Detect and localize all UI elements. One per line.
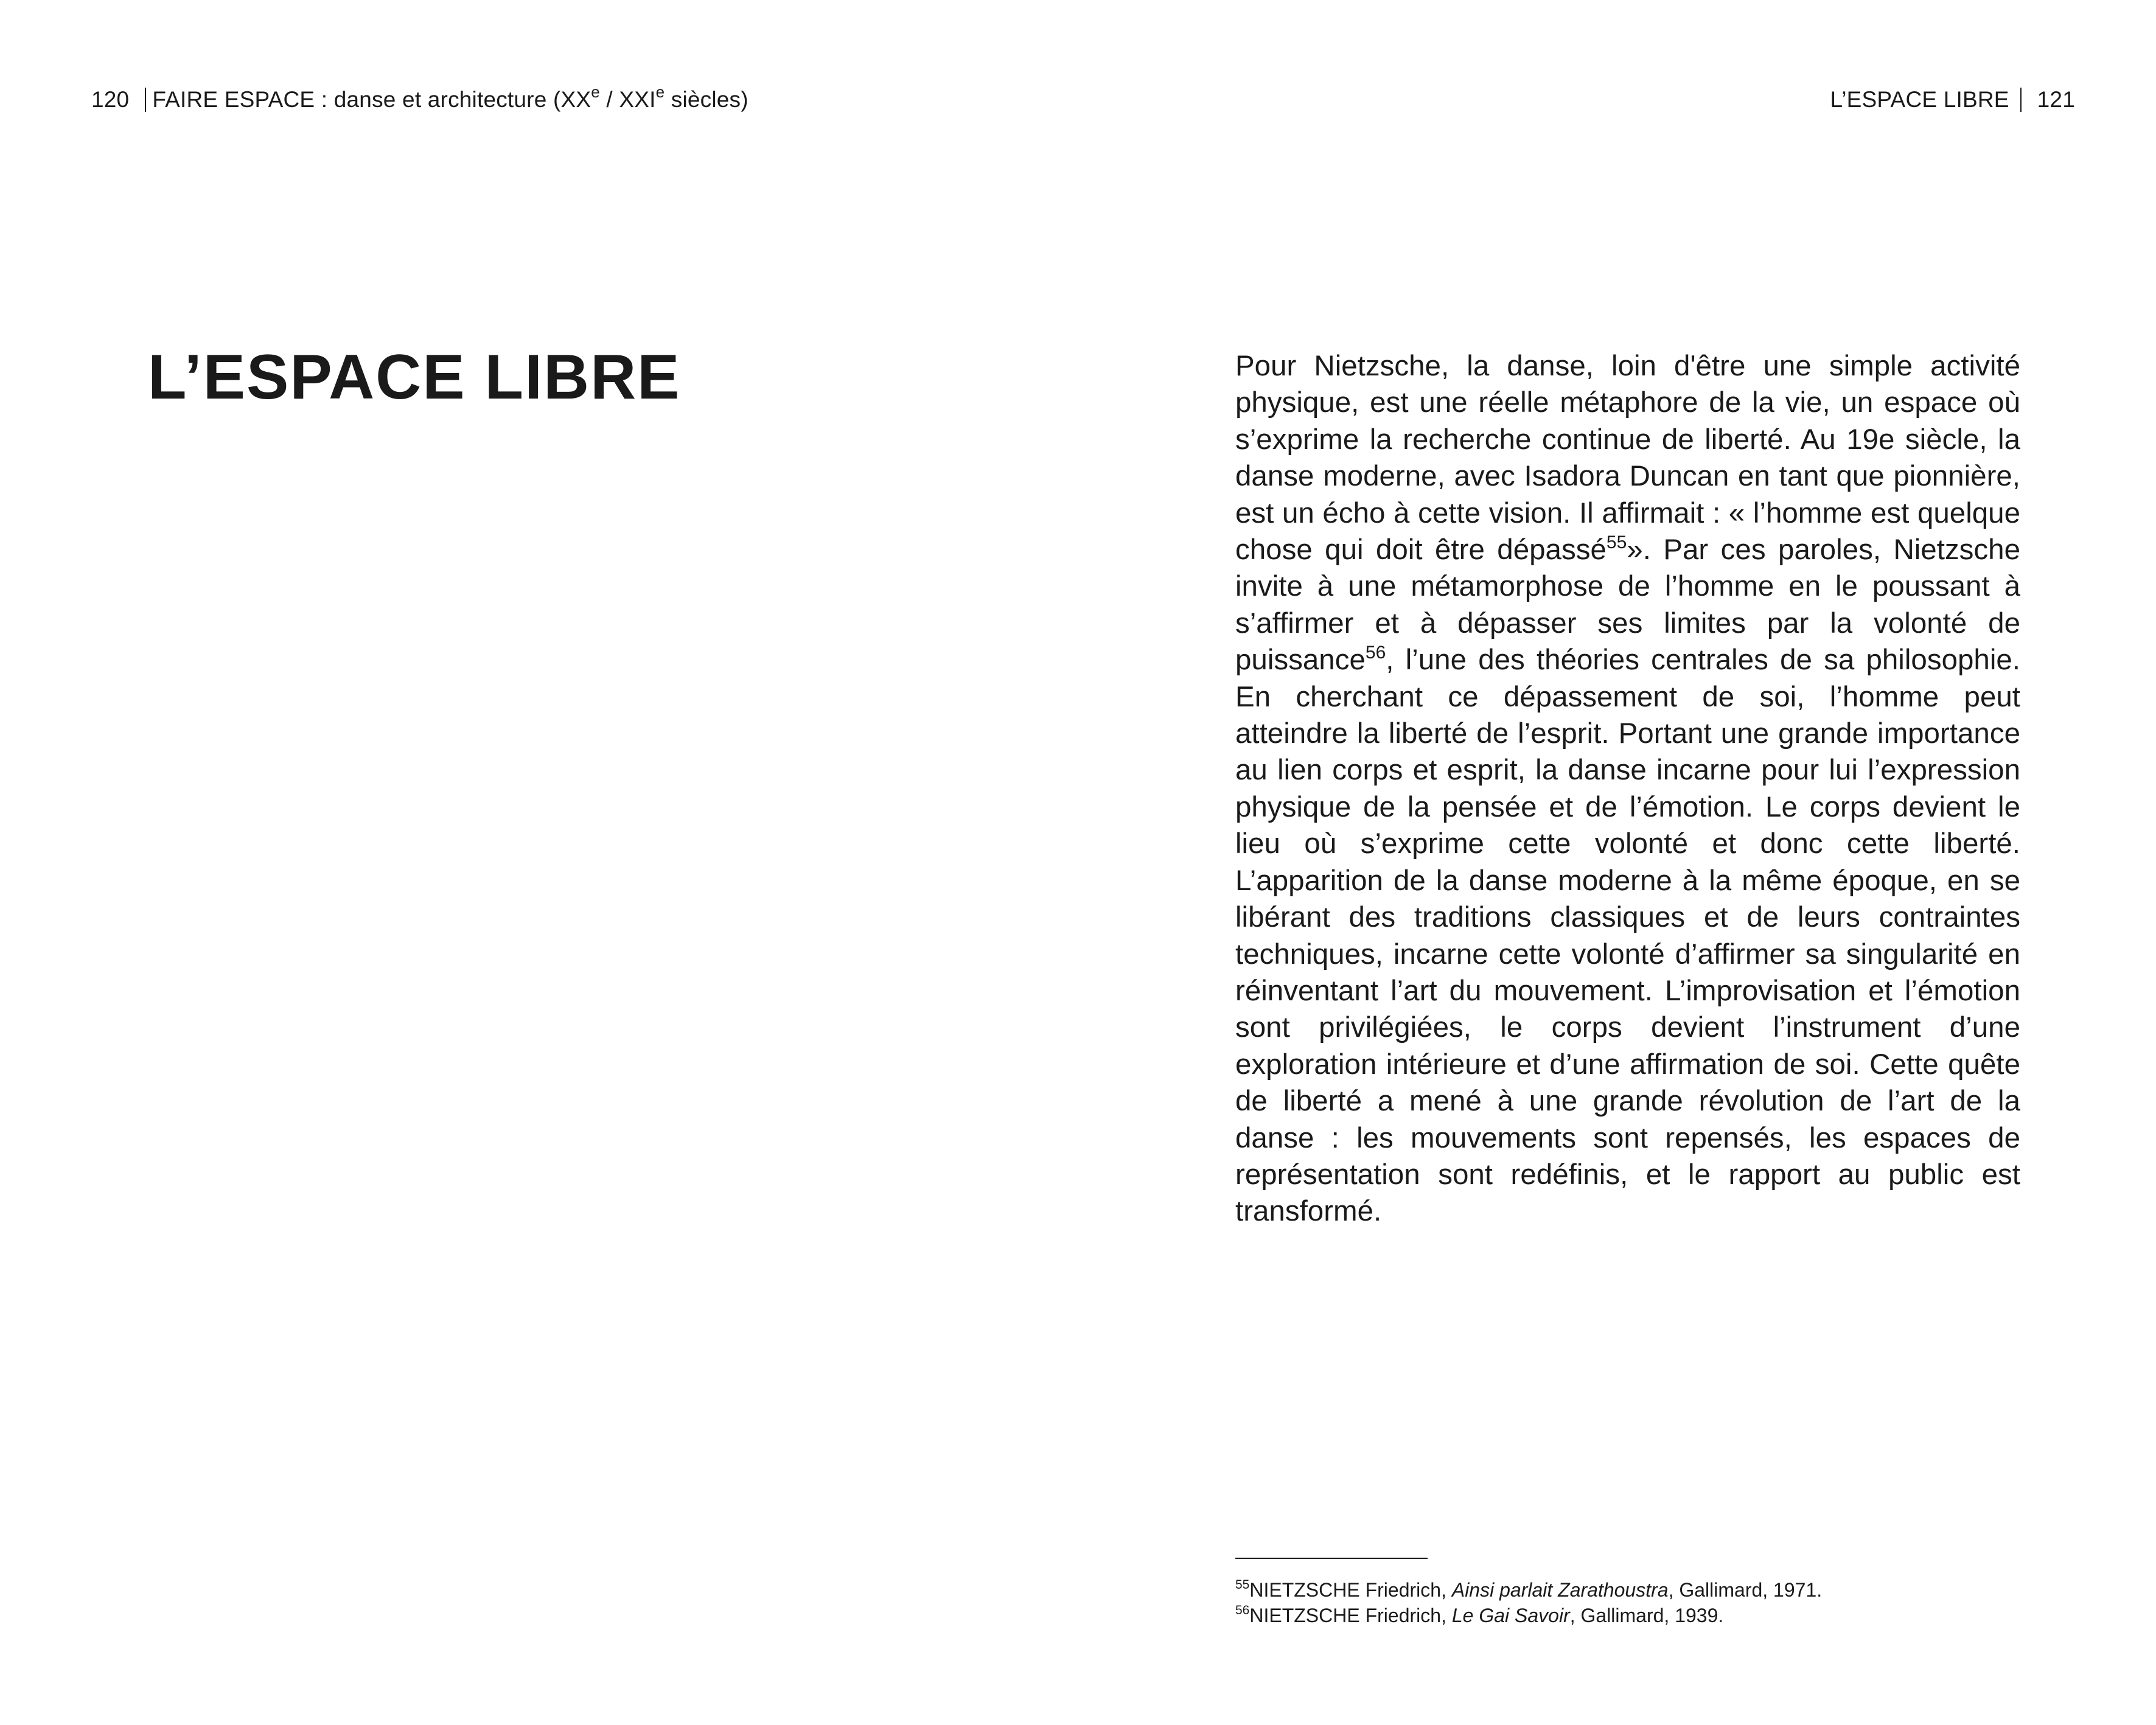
footnote-56: $^{56}$NIETZSCHE Friedrich, Le Gai Savoir, Gallimard, 1939. bbox=[1235, 1603, 1724, 1626]
page-number-right: 121 bbox=[2037, 87, 2075, 112]
running-head-left bbox=[91, 83, 748, 113]
footnotes bbox=[1235, 1577, 2026, 1628]
running-head-separator bbox=[145, 88, 146, 112]
chapter-title: L’ESPACE LIBRE bbox=[148, 342, 681, 413]
body-paragraph: Pour Nietzsche, la danse, loin d'être une simple activité physique, est une réelle métaphore de la vie, un espace où s’exprime la recherche continue de liberté. Au 19e siècle, la danse moderne, avec Isadora Duncan en tant que pionnière, est un écho à cette vision. Il affirmait : « l’homme est quelque chose qui doit être dépassé$^{55}$». Par ces paroles, Nietzsche invite à une métamorphose de l’homme en le poussant à s’affirmer et à dépasser ses limites par la volonté de puissance$^{56}$, l’une des théories centrales de sa philosophie. En cherchant ce dépassement de soi, l’homme peut atteindre la liberté de l’esprit. Portant une grande importance au lien corps et esprit, la danse incarne pour lui l’expression physique de la pensée et de l’émotion. Le corps devient le lieu où s’exprime cette volonté et donc cette liberté. L’apparition de la danse moderne à la même époque, en se libérant des traditions classiques et de leurs contraintes techniques, incarne cette volonté d’affirmer sa singularité en réinventant l’art du mouvement. L’improvisation et l’émotion sont privilégiées, le corps devient l’instrument d’une exploration intérieure et d’une affirmation de soi. Cette quête de liberté a mené à une grande révolution de l’art de la danse : les mouvements sont repensés, les espaces de représentation sont redéfinis, et le rapport au public est transformé. bbox=[1235, 350, 2021, 1228]
footnote-book-title: Le Gai Savoir bbox=[1451, 1605, 1570, 1626]
running-head-book-title: FAIRE ESPACE : danse et architecture (XXe / XXIe siècles) bbox=[152, 83, 748, 112]
running-head-chapter-title: L’ESPACE LIBRE bbox=[1830, 87, 2009, 112]
running-head-separator bbox=[2020, 88, 2022, 112]
footnote-55: $^{55}$NIETZSCHE Friedrich, Ainsi parlait Zarathoustra, Gallimard, 1971. bbox=[1235, 1578, 1823, 1601]
footnote-divider bbox=[1235, 1558, 1428, 1559]
footnote-ref-55: 55 bbox=[1606, 532, 1627, 553]
page-number-left: 120 bbox=[91, 87, 130, 112]
footnote-ref-56: 56 bbox=[1365, 643, 1386, 663]
footnote-book-title: Ainsi parlait Zarathoustra bbox=[1451, 1579, 1669, 1601]
running-head-right bbox=[1830, 86, 2075, 113]
